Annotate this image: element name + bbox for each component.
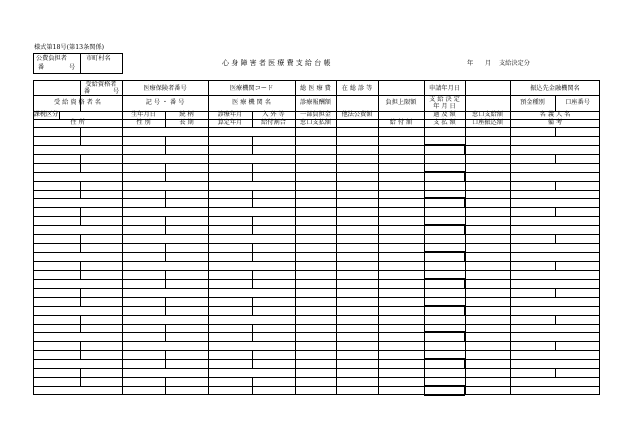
decision-label: 支給決定分 [499, 60, 530, 67]
cell-divider [555, 288, 556, 297]
cell-divider [80, 261, 81, 279]
record-separator [33, 154, 600, 155]
record-separator [33, 234, 600, 235]
cell-divider [252, 243, 253, 261]
col-exam-month: 診療年月 [217, 111, 243, 118]
col-total-cost: 総 医 療 費 [300, 85, 331, 92]
col-qual-no-ban: 番 [84, 88, 91, 95]
column-divider [252, 111, 253, 127]
col-inst-code: 医療機関コード [229, 85, 274, 92]
row-line [33, 172, 600, 173]
cell-divider [165, 377, 166, 395]
cell-divider [165, 297, 166, 315]
row-line [33, 279, 600, 280]
col-pay-amount: 支 払 額 [433, 119, 456, 126]
payer-label-go: 号 [69, 64, 76, 71]
record-separator [33, 288, 600, 289]
column-divider [555, 95, 556, 111]
cell-divider [252, 324, 253, 342]
cell-divider [555, 154, 556, 163]
record-separator [33, 341, 600, 342]
cell-divider [80, 207, 81, 225]
cell-divider [555, 368, 556, 377]
column-divider [378, 80, 379, 395]
col-fee-amount: 診療報酬額 [300, 99, 331, 106]
col-decision-date-ymd: 年 月 日 [433, 103, 456, 110]
form-id: 様式第18号(第13条関係) [34, 44, 105, 51]
col-account-no: 口座番号 [565, 99, 590, 106]
cell-divider [80, 181, 81, 199]
col-insurer-no: 医療保険者番号 [143, 85, 187, 92]
col-home-total: 在 総 診 等 [341, 85, 373, 92]
cell-divider [80, 368, 81, 386]
cell-divider [252, 270, 253, 288]
col-burden-limit: 負担上限額 [385, 99, 417, 106]
column-divider [59, 111, 60, 119]
col-qual-no-go: 号 [113, 88, 120, 95]
col-apply-date: 申請年月日 [429, 85, 460, 92]
column-divider [80, 80, 81, 111]
cell-divider [252, 163, 253, 181]
col-sex: 性 別 [136, 119, 151, 126]
row-line [33, 136, 600, 137]
col-head: 長 期 [179, 119, 194, 126]
cell-divider [165, 216, 166, 234]
col-qual-no: 受給資格者 [85, 81, 117, 88]
col-benefit-amount: 給 付 額 [389, 119, 413, 126]
col-transfer-amount: 口座振込額 [472, 119, 503, 126]
cell-divider [252, 216, 253, 234]
page-title: 心 身 障 害 者 医 療 費 支 給 台 帳 [222, 59, 331, 67]
row-line [33, 306, 600, 307]
row-line [33, 386, 600, 387]
cell-divider [80, 234, 81, 252]
row-line [33, 163, 600, 164]
cell-divider [165, 136, 166, 154]
column-divider [208, 80, 209, 395]
cell-divider [252, 377, 253, 395]
record-separator [33, 207, 600, 208]
cell-divider [555, 207, 556, 216]
col-birth-date: 生年月日 [131, 111, 156, 118]
col-symbol-no: 記 号 ・ 番 号 [145, 99, 185, 106]
col-bank-name: 振込先金融機関名 [530, 85, 580, 92]
col-benefit-ratio: 給付割合 [261, 119, 286, 126]
payer-label: 公費負担者 [36, 55, 67, 62]
cell-divider [80, 315, 81, 333]
col-tax-class: 課税区分 [33, 111, 59, 118]
row-line [33, 243, 600, 244]
cell-divider [252, 190, 253, 208]
cell-divider [555, 234, 556, 243]
col-relation: 続 柄 [179, 111, 194, 118]
cell-divider [165, 350, 166, 368]
year-label: 年 [467, 60, 474, 67]
col-deposit-type: 預金種別 [520, 99, 545, 106]
col-other-public: 他法公費額 [341, 111, 373, 118]
row-line [33, 190, 600, 191]
cell-divider [252, 297, 253, 315]
column-divider [122, 80, 123, 395]
row-line [33, 198, 600, 199]
col-decision-date: 支 給 決 定 [429, 96, 460, 103]
col-inpatient: 入 外 等 [262, 111, 285, 118]
cell-divider [80, 127, 81, 145]
cell-divider [252, 350, 253, 368]
payer-label-ban: 番 [38, 64, 45, 71]
row-line [33, 297, 600, 298]
row-line [33, 324, 600, 325]
cell-divider [80, 341, 81, 359]
cell-divider [165, 163, 166, 181]
payer-box-divider [80, 53, 81, 74]
cell-divider [252, 136, 253, 154]
pay-amount-box [424, 385, 465, 396]
row-line [33, 216, 600, 217]
municipality-label: 市町村名 [86, 55, 111, 62]
row-line [33, 350, 600, 351]
col-partial-burden: 一部負担金 [300, 111, 331, 118]
col-overpay: 過 及 額 [433, 111, 456, 118]
cell-divider [555, 127, 556, 136]
row-line [33, 377, 600, 378]
row-line [33, 270, 600, 271]
row-line [33, 252, 600, 253]
record-separator [33, 315, 600, 316]
record-separator [33, 181, 600, 182]
row-line [33, 332, 600, 333]
record-separator [33, 368, 600, 369]
column-divider [336, 80, 337, 395]
month-label: 月 [485, 60, 492, 67]
cell-divider [555, 261, 556, 270]
col-counter-amount: 窓口支払額 [300, 119, 331, 126]
row-line [33, 359, 600, 360]
cell-divider [555, 341, 556, 350]
cell-divider [165, 324, 166, 342]
cell-divider [80, 288, 81, 306]
cell-divider [80, 154, 81, 172]
row-line [33, 145, 600, 146]
row-line [33, 225, 600, 226]
header-line-4 [33, 127, 600, 128]
cell-divider [165, 243, 166, 261]
cell-divider [555, 315, 556, 324]
column-divider [424, 80, 425, 395]
col-calc-month: 算定年月 [217, 119, 243, 126]
col-recipient-name: 受 給 資 格 者 名 [54, 99, 101, 106]
cell-divider [555, 181, 556, 190]
column-divider [465, 80, 466, 395]
col-remarks: 備 考 [547, 119, 563, 126]
col-counter-payment: 窓口支給額 [472, 111, 503, 118]
column-divider [510, 80, 511, 395]
column-divider [295, 80, 296, 395]
cell-divider [165, 190, 166, 208]
col-address: 住 所 [70, 119, 85, 126]
record-separator [33, 261, 600, 262]
column-divider [165, 111, 166, 127]
cell-divider [165, 270, 166, 288]
col-holder-name: 名 義 人 名 [539, 111, 571, 118]
col-inst-name: 医 療 機 関 名 [232, 99, 271, 106]
